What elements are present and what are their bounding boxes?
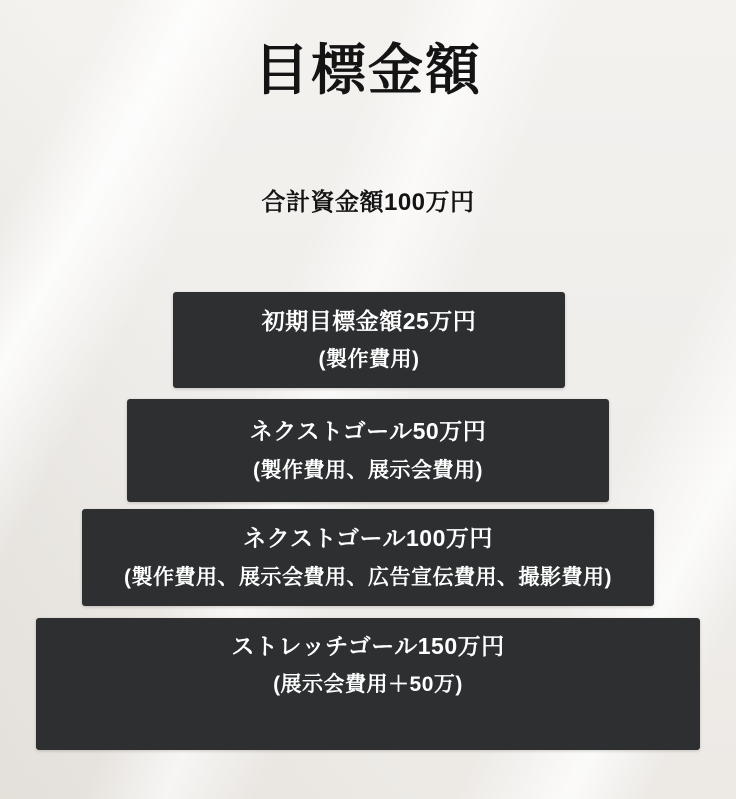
goal-detail-label: (製作費用、展示会費用、広告宣伝費用、撮影費用): [124, 565, 612, 589]
goal-amount-label: ネクストゴール50万円: [249, 418, 487, 445]
goal-amount-label: ストレッチゴール150万円: [231, 632, 505, 659]
goal-amount-label: ネクストゴール100万円: [243, 525, 493, 552]
goal-box-next-50man: [127, 399, 609, 502]
goal-box-next-100man: [82, 509, 654, 606]
goal-box-initial-25man: [173, 292, 565, 388]
goal-detail-label: (製作費用、展示会費用): [253, 458, 483, 482]
page-title: 目標金額: [253, 39, 482, 101]
goal-amount-label: 初期目標金額25万円: [261, 307, 477, 334]
goal-box-stretch-150man: [36, 618, 700, 750]
total-amount-label: 合計資金額100万円: [261, 189, 475, 216]
goal-detail-label: (製作費用): [318, 348, 420, 372]
goal-detail-label: (展示会費用＋50万): [273, 673, 463, 697]
